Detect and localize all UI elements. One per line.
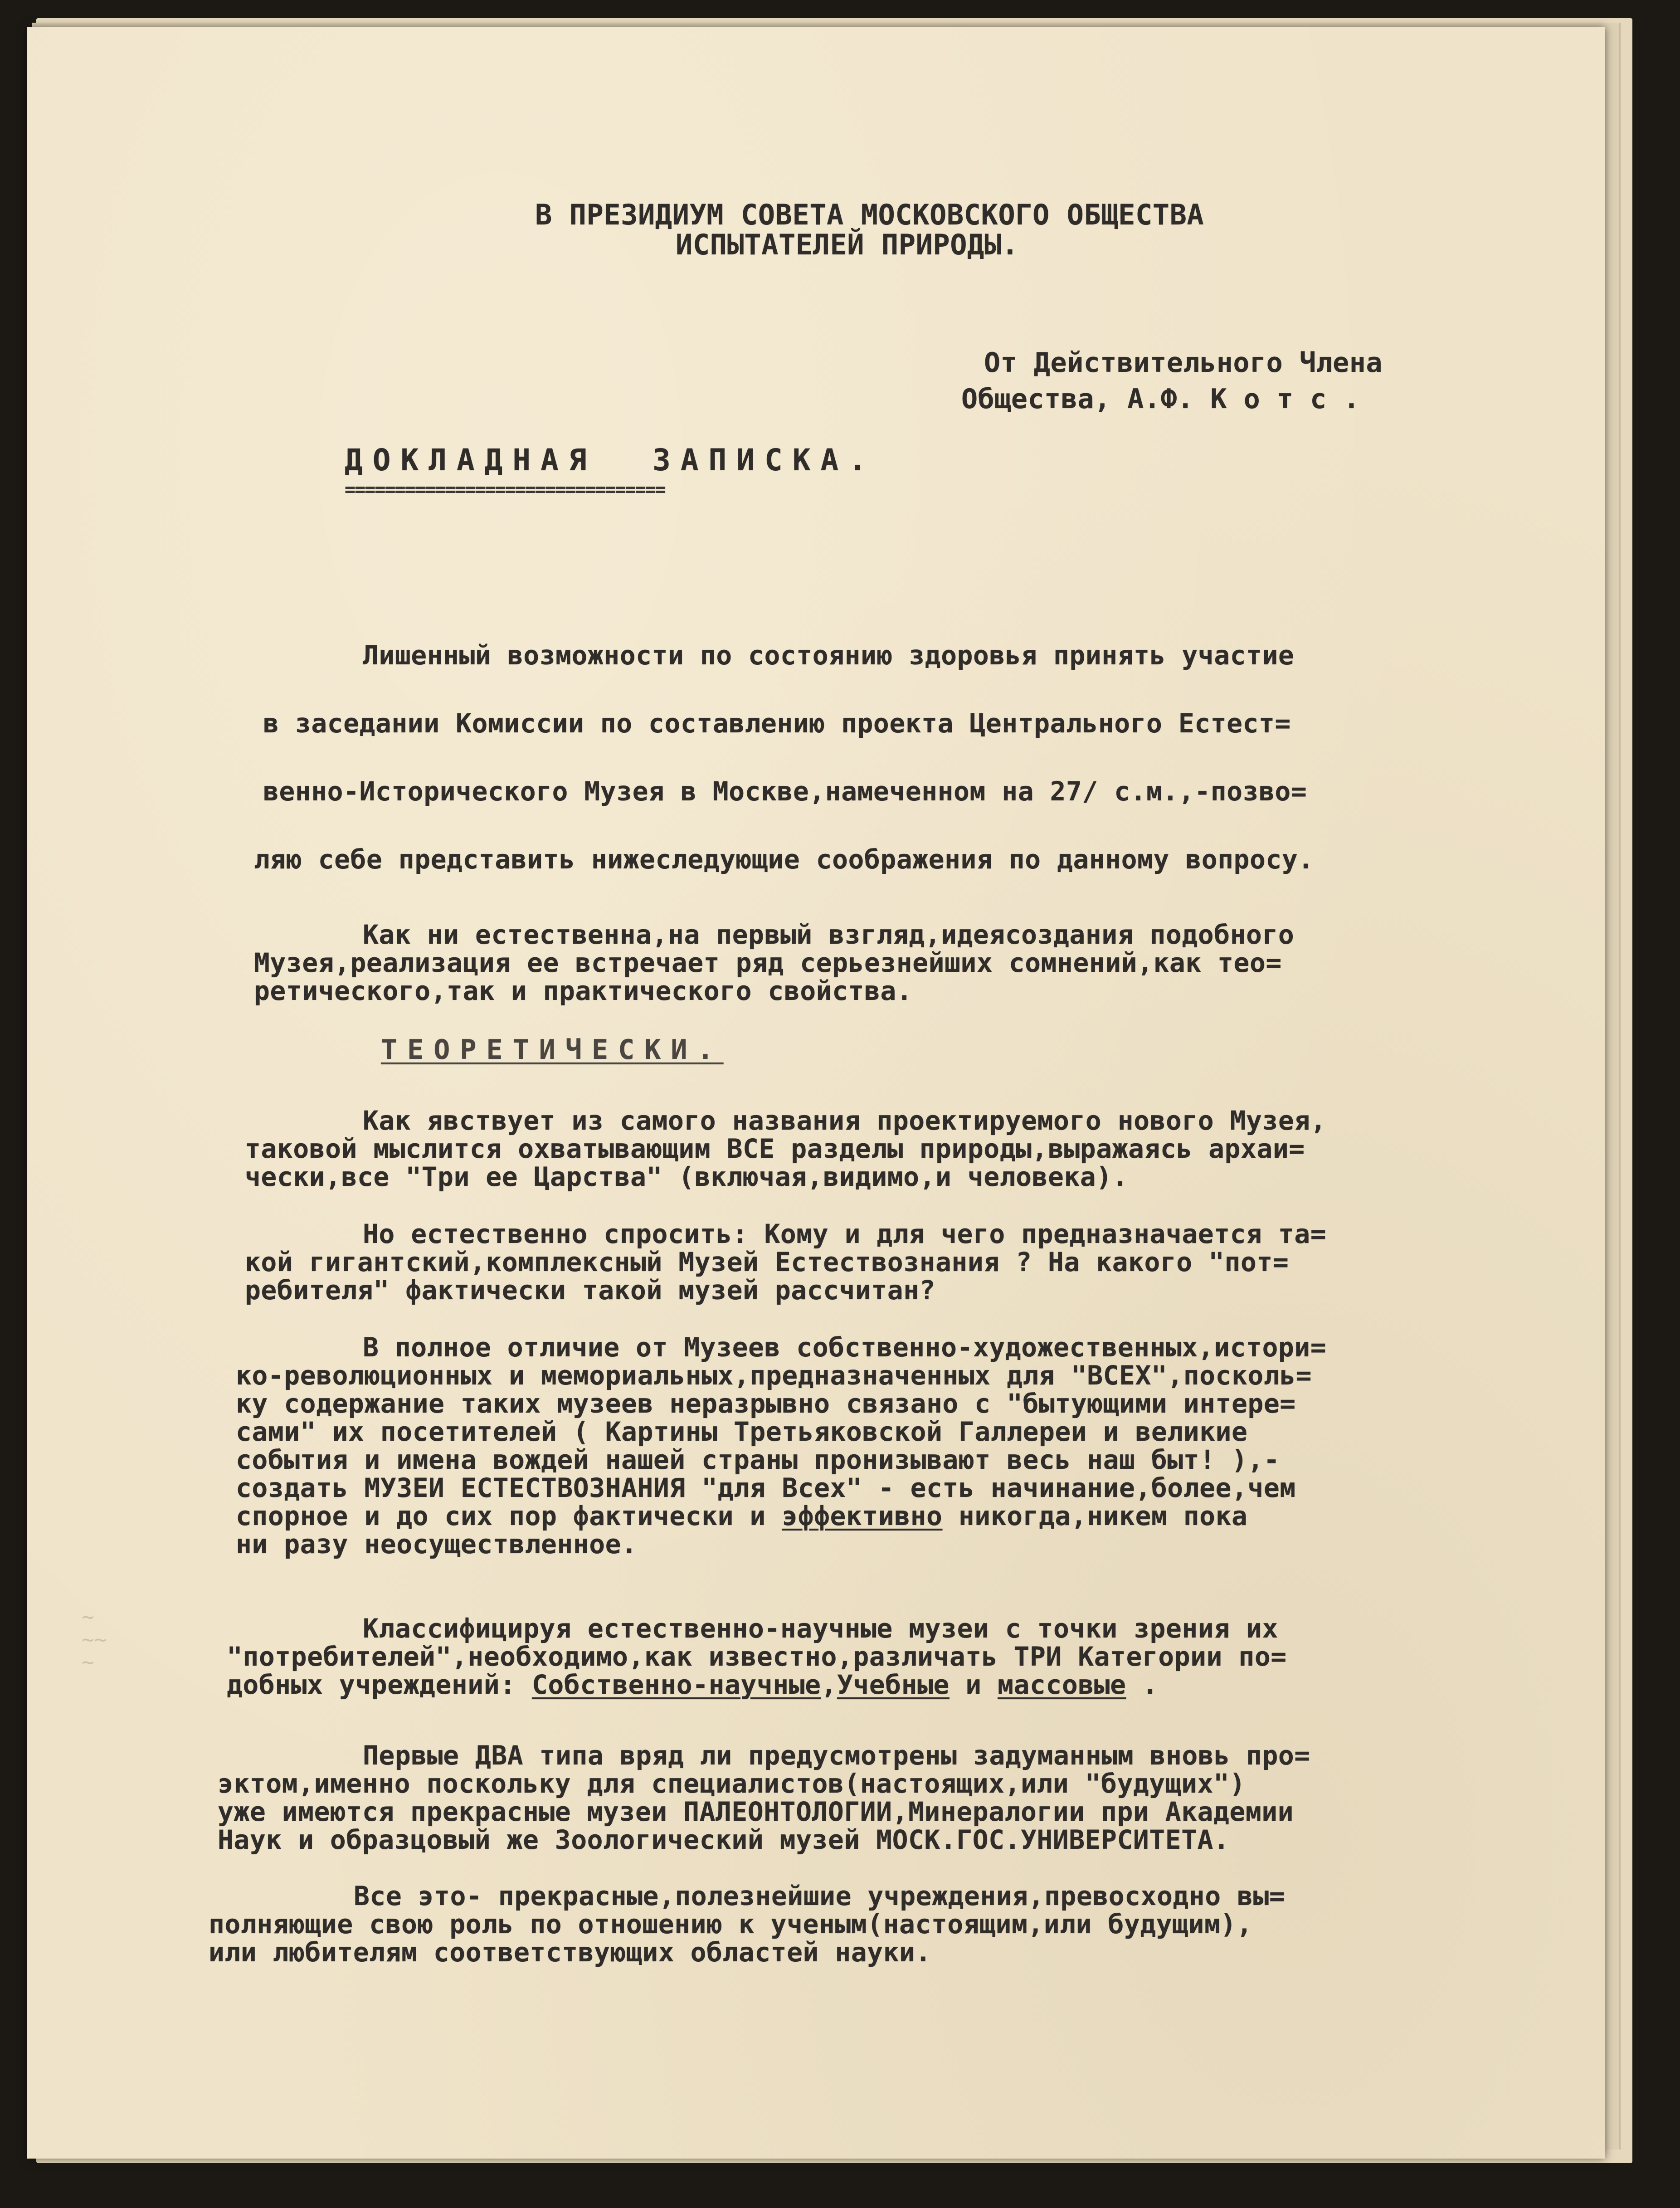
section-heading-theoretical bbox=[381, 1034, 724, 1066]
paragraph-line: Все это- прекрасные,полезнейшие учреждения,превосходно вы= bbox=[354, 1881, 1286, 1911]
paragraph-line: ни разу неосуществленное. bbox=[236, 1529, 638, 1560]
line-text: спорное и до сих пор фактически и bbox=[236, 1501, 782, 1531]
paragraph-line bbox=[236, 1502, 1247, 1530]
sender-line-1: От Действительного Члена bbox=[984, 347, 1383, 379]
section-heading-text: ТЕОРЕТИЧЕСКИ. bbox=[381, 1034, 724, 1066]
addressee-line-2: ИСПЫТАТЕЛЕЙ ПРИРОДЫ. bbox=[676, 228, 1019, 261]
paragraph-line: сами" их посетителей ( Картины Третьяковской Галлереи и великие bbox=[236, 1416, 1248, 1447]
underlined-word-effectively: эффективно bbox=[782, 1501, 943, 1531]
paragraph-line: ку содержание таких музеев неразрывно связано с "бытующими интере= bbox=[236, 1388, 1296, 1419]
line-text: , bbox=[821, 1669, 837, 1700]
paragraph-line: полняющие свою роль по отношению к ученым(настоящим,или будущим), bbox=[209, 1909, 1253, 1940]
paragraph-line: ребителя" фактически такой музей рассчитан? bbox=[245, 1275, 936, 1306]
addressee-line-1: В ПРЕЗИДИУМ СОВЕТА МОСКОВСКОГО ОБЩЕСТВА bbox=[535, 198, 1204, 231]
line-text: добных учреждений: bbox=[227, 1669, 532, 1700]
paragraph-line: события и имена вождей нашей страны пронизывают весь наш быт! ),- bbox=[236, 1444, 1280, 1475]
paragraph-line: Как ни естественна,на первый взгляд,идеясоздания подобного bbox=[363, 919, 1295, 950]
underlined-category-scientific: Собственно-научные bbox=[531, 1669, 821, 1700]
paragraph-line: или любителям соответствующих областей науки. bbox=[209, 1937, 931, 1968]
paragraph-line: эктом,именно поскольку для специалистов(настоящих,или "будущих") bbox=[218, 1768, 1246, 1799]
faded-pencil-mark: ~ ~~ ~ bbox=[82, 1604, 107, 1674]
intro-line: Лишенный возможности по состоянию здоровья принять участие bbox=[363, 640, 1295, 671]
paragraph-line: Классифицируя естественно-научные музеи с точки зрения их bbox=[363, 1613, 1278, 1644]
paragraph-line: уже имеются прекрасные музеи ПАЛЕОНТОЛОГИИ,Минералогии при Академии bbox=[218, 1796, 1294, 1827]
paragraph-line: Но естественно спросить: Кому и для чего предназначается та= bbox=[363, 1219, 1327, 1249]
paragraph-line: Наук и образцовый же Зоологический музей МОСК.ГОС.УНИВЕРСИТЕТА. bbox=[218, 1824, 1230, 1855]
paragraph-line: ко-революционных и мемориальных,предназначенных для "ВСЕХ",посколь= bbox=[236, 1360, 1312, 1391]
intro-line: ляю себе представить нижеследующие соображения по данному вопросу. bbox=[254, 844, 1314, 875]
paragraph-line: ретического,так и практического свойства. bbox=[254, 975, 913, 1006]
paragraph-line: чески,все "Три ее Царства" (включая,видимо,и человека). bbox=[245, 1161, 1129, 1192]
document-title: ДОКЛАДНАЯ ЗАПИСКА. bbox=[345, 443, 877, 478]
paragraph-line: Первые ДВА типа вряд ли предусмотрены задуманным вновь про= bbox=[363, 1740, 1310, 1771]
intro-line: венно-Исторического Музея в Москве,намеченном на 27/ с.м.,-позво= bbox=[263, 776, 1307, 807]
paragraph-line: кой гигантский,комплексный Музей Естествознания ? На какого "пот= bbox=[245, 1247, 1289, 1277]
paragraph-line: Музея,реализация ее встречает ряд серьезнейших сомнений,как тео= bbox=[254, 947, 1282, 978]
paragraph-line: таковой мыслится охватывающим ВСЕ разделы природы,выражаясь архаи= bbox=[245, 1133, 1305, 1164]
intro-line: в заседании Комиссии по составлению проекта Центрального Естест= bbox=[263, 708, 1291, 739]
paragraph-line: Как явствует из самого названия проектируемого нового Музея, bbox=[363, 1105, 1327, 1136]
paragraph-line bbox=[227, 1671, 1158, 1699]
underlined-category-educational: Учебные bbox=[837, 1669, 950, 1700]
line-text: и bbox=[949, 1669, 998, 1700]
line-text: никогда,никем пока bbox=[942, 1501, 1248, 1531]
document-sheet bbox=[27, 27, 1605, 2159]
title-double-rule: ================================ bbox=[345, 479, 665, 500]
paragraph-line: В полное отличие от Музеев собственно-художественных,истори= bbox=[363, 1332, 1327, 1363]
paragraph-line: "потребителей",необходимо,как известно,различать ТРИ Категории по= bbox=[227, 1641, 1287, 1672]
sender-line-2: Общества, А.Ф. К о т с . bbox=[961, 383, 1360, 415]
paragraph-line: создать МУЗЕИ ЕСТЕСТВОЗНАНИЯ "для Всех" - есть начинание,более,чем bbox=[236, 1472, 1296, 1503]
underlined-category-mass: массовые bbox=[998, 1669, 1126, 1700]
line-text: . bbox=[1126, 1669, 1159, 1700]
